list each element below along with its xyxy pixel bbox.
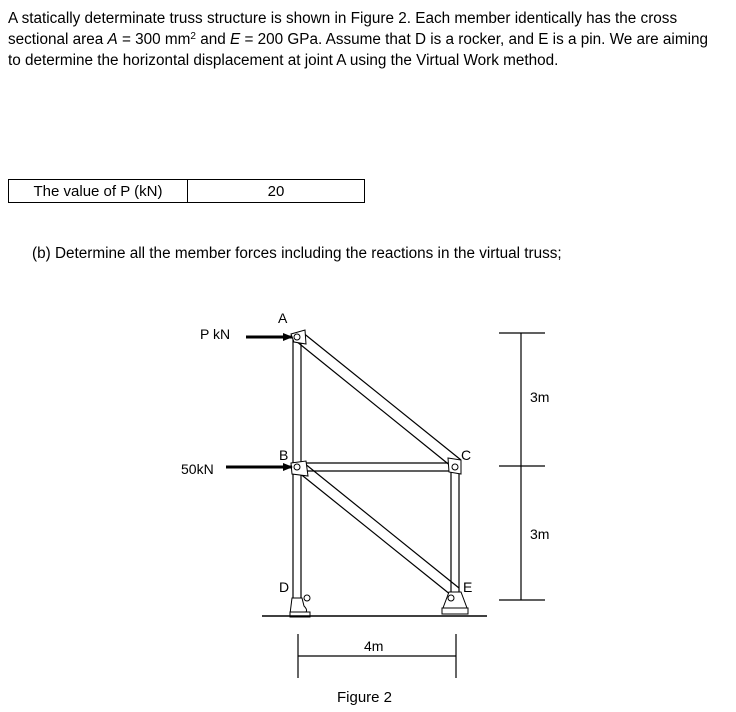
question-b: (b) Determine all the member forces including the reactions in the virtual truss; [32, 245, 562, 262]
member-ce [451, 466, 459, 592]
load-p-label: P kN [200, 326, 231, 342]
joint-label-b: B [279, 447, 289, 463]
p-value-label: The value of P (kN) [9, 180, 188, 203]
support-e-pin [442, 592, 468, 614]
dimension-bottom-label: 3m [530, 526, 550, 542]
statement-line-1: A statically determinate truss structure is shown in Figure 2. Each member identically has the cross [8, 10, 678, 27]
figure-caption: Figure 2 [337, 689, 393, 706]
statement-line-2: sectional area A = 300 $mm^2$ and E = 200 GPa. Assume that D is a rocker, and E is a pin. We are aiming [8, 31, 708, 48]
joint-label-d: D [279, 579, 290, 595]
pin-a [294, 334, 300, 340]
joint-label-a: A [278, 310, 288, 326]
dimension-width-label: 4m [364, 638, 384, 654]
joint-label-e: E [463, 579, 473, 595]
statement-line-3: to determine the horizontal displacement at joint A using the Virtual Work method. [8, 52, 559, 69]
member-bc [301, 463, 451, 471]
member-be [298, 463, 459, 595]
member-ab [293, 337, 301, 466]
load-50-label: 50kN [181, 461, 214, 477]
joint-label-c: C [461, 447, 472, 463]
support-d-rocker [290, 595, 310, 617]
member-bd [293, 469, 301, 598]
vertical-dimension [499, 333, 545, 600]
pin-c [452, 464, 458, 470]
member-ac [296, 332, 461, 467]
pin-b [294, 464, 300, 470]
dimension-top-label: 3m [530, 389, 550, 405]
p-value-cell: 20 [188, 180, 365, 203]
